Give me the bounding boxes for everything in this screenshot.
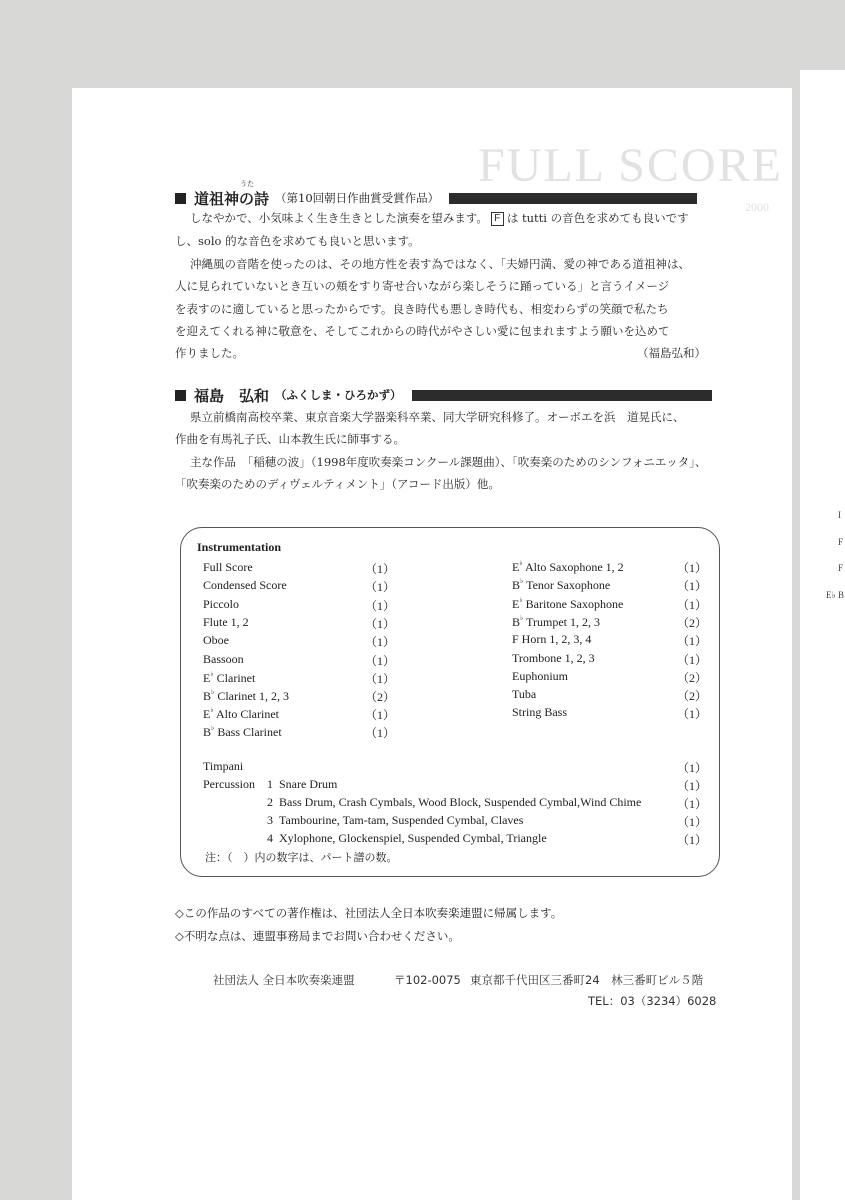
instrument-count: （2） [365,690,396,704]
composer-name: 福島 弘和 [194,386,270,405]
instrument-key: B [512,615,521,629]
instrument-key: B [203,725,212,739]
ghost-text-year: 2000 [745,200,769,214]
instrumentation-title: Instrumentation [197,540,282,554]
instrument-count: （1） [677,561,708,575]
instrument-name: Trombone 1, 2, 3 [512,651,595,665]
timpani-row: Timpani [203,759,244,773]
edge-letter: I [838,510,841,520]
instrument-name: Bassoon [203,652,244,666]
instrument-key: B [512,578,521,592]
instrument-count: （2） [677,671,708,685]
instrument-count: （1） [677,598,708,612]
publisher-address: 東京都千代田区三番町24 林三番町ビル５階 [470,973,704,987]
percussion-instruments: Snare Drum [279,777,338,791]
instrument-key: E [203,671,211,685]
copyright-notice: ◇この作品のすべての著作権は、社団法人全日本吹奏楽連盟に帰属します。 [175,906,563,920]
instrument-row [203,597,239,612]
work-signature: （福島弘和） [637,346,706,360]
instrument-name: Piccolo [203,597,239,611]
adjacent-page-edge [800,70,845,1200]
work-paragraph-line: を表すのに適していると思ったからです。良き時代も悪しき時代も、相変わらずの笑顔で私たち [175,302,669,316]
instrument-count: （1） [365,708,396,722]
instrument-row [512,705,567,720]
flat-sign-icon: ♭ [520,614,524,622]
percussion-instruments: Tambourine, Tam-tam, Suspended Cymbal, Claves [279,813,524,827]
instrument-count: （1） [365,599,396,613]
instrument-row [203,706,279,722]
instrument-name: Oboe [203,633,229,647]
composer-reading: （ふくしま・ひろかず） [275,388,402,402]
instrument-count: （1） [677,653,708,667]
ghost-text-title: FULL SCORE [478,139,783,192]
instrument-name: Alto Saxophone 1, 2 [522,560,624,574]
heading-bar [412,390,712,401]
instrument-name: String Bass [512,705,568,719]
instrument-row [512,577,610,593]
parts-note: 注：（ ）内の数字は、パート譜の数。 [205,851,398,864]
instrument-name: Tenor Saxophone [523,578,611,592]
instrument-count: （1） [365,617,396,631]
instrument-count: （2） [677,689,708,703]
percussion-instruments: Bass Drum, Crash Cymbals, Wood Block, Suspended Cymbal,Wind Chime [279,795,642,809]
square-bullet-icon [175,390,186,401]
instrument-name: Baritone Saxophone [522,597,624,611]
instrument-key: E [203,707,211,721]
instrument-row [203,615,249,630]
instrument-key: E [512,560,520,574]
instrument-row [203,724,282,740]
composer-bio-line: 主な作品 「稲穂の波」（1998年度吹奏楽コンクール課題曲）、「吹奏楽のためのシンフォニエッタ」、 [190,455,707,469]
flat-sign-icon: ♭ [519,559,523,567]
instrument-name: Full Score [203,560,253,574]
instrument-count: （1） [365,562,396,576]
instrument-count: （1） [677,707,708,721]
percussion-number: 3 [267,813,273,827]
instrument-name: Bass Clarinet [214,725,282,739]
flat-sign-icon: ♭ [210,670,214,678]
percussion-number: 1 [267,777,273,791]
instrument-count: （1） [677,797,708,811]
publisher-name: 社団法人 全日本吹奏楽連盟 [213,973,355,987]
instrument-count: （1） [677,579,708,593]
percussion-number: 2 [267,795,273,809]
composer-bio-line: 「吹奏楽のためのディヴェルティメント」（アコード出版）他。 [175,477,500,491]
instrument-name: Clarinet [213,671,256,685]
composer-bio-line: 県立前橋南高校卒業、東京音楽大学器楽科卒業、同大学研究科修了。オーボエを浜 道晃氏に、 [190,410,685,424]
rehearsal-mark-box: F [491,212,504,226]
instrument-name: Condensed Score [203,578,287,592]
work-paragraph-line: 人に見られていないとき互いの頬をすり寄せ合いながら楽しそうに踊っている」と言うイメージ [175,279,670,293]
instrument-key: E [512,597,520,611]
publisher-phone: TEL：03（3234）6028 [588,994,717,1008]
instrument-row [512,614,600,630]
work-subtitle: （第10回朝日作曲賞受賞作品） [275,191,440,205]
composer-heading [175,385,712,405]
instrument-count: （1） [677,779,708,793]
instrument-row [203,688,289,704]
instrument-row [203,560,253,575]
instrument-count: （1） [365,635,396,649]
work-title-text: 道祖神の詩 [194,189,270,208]
edge-letter: F [838,563,844,573]
work-title-ruby: うた [240,179,254,188]
instrument-count: （1） [677,815,708,829]
instrument-row [512,596,623,612]
instrument-row [203,670,255,686]
instrument-row [512,632,591,647]
instrument-row [512,651,595,666]
flat-sign-icon: ♭ [520,577,524,585]
instrument-row [203,652,244,667]
instrument-count: （1） [677,634,708,648]
instrument-name: Trumpet 1, 2, 3 [523,615,601,629]
postal-code: 〒102-0075 [394,973,461,987]
work-paragraph-line: 沖縄風の音階を使ったのは、その地方性を表す為ではなく、「夫婦円満、愛の神である道祖神は、 [190,257,691,271]
percussion-instruments: Xylophone, Glockenspiel, Suspended Cymbal, Triangle [279,831,547,845]
percussion-row [267,831,547,846]
percussion-number: 4 [267,831,273,845]
work-paragraph-line [190,207,689,230]
contact-notice: ◇不明な点は、連盟事務局までお問い合わせください。 [175,929,460,943]
instrument-count: （1） [677,833,708,847]
instrument-name: Alto Clarinet [213,707,279,721]
instrument-name: Flute 1, 2 [203,615,249,629]
instrument-count: （2） [677,616,708,630]
work-paragraph-line: し、solo 的な音色を求めても良いと思います。 [175,234,420,248]
instrument-name: Euphonium [512,669,568,683]
heading-bar [449,193,697,204]
percussion-label: Percussion [203,777,255,791]
work-paragraph-line: 作りました。 [175,346,244,360]
instrument-name: Tuba [512,687,537,701]
instrument-name: Clarinet 1, 2, 3 [214,689,289,703]
percussion-row [267,777,337,792]
composer-bio-line: 作曲を有馬礼子氏、山本教生氏に師事する。 [175,432,405,446]
work-text: しなやかで、小気味よく生き生きとした演奏を望みます。 [190,211,488,225]
edge-letter: F [838,537,844,547]
flat-sign-icon: ♭ [519,596,523,604]
instrument-row [512,559,624,575]
flat-sign-icon: ♭ [210,706,214,714]
instrument-count: （1） [365,654,396,668]
flat-sign-icon: ♭ [211,688,215,696]
flat-sign-icon: ♭ [211,724,215,732]
instrument-row [203,578,287,593]
instrument-row [203,633,229,648]
percussion-row [267,795,641,810]
instrument-row [512,687,536,702]
edge-letter: E♭ B [826,590,844,600]
work-text: は tutti の音色を求めても良いです [506,211,689,225]
instrument-count: （1） [365,726,396,740]
instrument-row [512,669,568,684]
instrument-key: B [203,689,212,703]
instrument-count: （1） [365,672,396,686]
instrument-count: （1） [677,761,708,775]
instrument-count: （1） [365,580,396,594]
percussion-row [267,813,523,828]
work-heading [175,179,697,208]
square-bullet-icon [175,193,186,204]
work-title [194,179,270,209]
work-paragraph-line: を迎えてくれる神に敬意を、そしてこれからの時代がやさしい愛に包まれますよう願いを込めて [175,324,670,338]
instrument-name: F Horn 1, 2, 3, 4 [512,632,592,646]
